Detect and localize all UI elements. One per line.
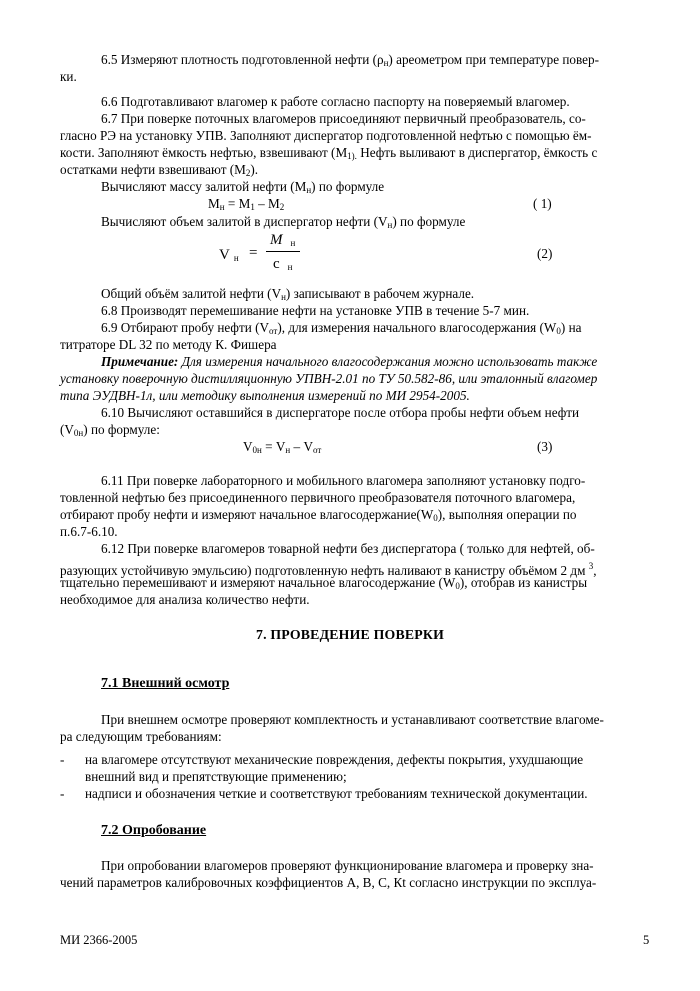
formula-2-lhs: Vн xyxy=(219,247,239,263)
para-7-1-line1: При внешнем осмотре проверяют комплектность и устанавливают соответствие влагоме- xyxy=(101,712,604,727)
note-line1: Примечание: Для измерения начального влагосодержания можно использовать также xyxy=(101,354,598,369)
list-item-1-line2: внешний вид и препятствующие применению; xyxy=(85,769,347,784)
formula-2-denominator: сн xyxy=(273,256,293,272)
bullet-marker-2: - xyxy=(60,786,65,801)
para-total-volume: Общий объём залитой нефти (Vн) записывают в рабочем журнале. xyxy=(101,286,475,302)
para-6-7-line2: гласно РЭ на установку УПВ. Заполняют диспергатор подготовленной нефтью с помощью ём- xyxy=(60,128,592,143)
para-6-11-line4: п.6.7-6.10. xyxy=(60,524,118,539)
formula-2-numerator: Mн xyxy=(270,232,296,248)
para-6-10-line1: 6.10 Вычисляют оставшийся в диспергаторе после отбора пробы нефти объем нефти xyxy=(101,405,580,420)
bullet-marker-1: - xyxy=(60,752,65,767)
list-item-1-line1: на влагомере отсутствуют механические повреждения, дефекты покрытия, ухудшающие xyxy=(85,752,584,767)
para-6-7-line4: остатками нефти взвешивают (М2). xyxy=(60,162,259,178)
note-line2: установку поверочную дистилляционную УПВН-2.01 по ТУ 50.582-86, или эталонный влагомер xyxy=(60,371,598,386)
formula-3-number: (3) xyxy=(537,439,553,454)
para-6-7-line1: 6.7 При поверке поточных влагомеров присоединяют первичный преобразователь, со- xyxy=(101,111,586,126)
para-6-12-line3: тщательно перемешивают и измеряют начальное влагосодержание (W0), отобрав из канистры xyxy=(60,575,588,591)
formula-3: V0н = Vн – Vот xyxy=(243,439,322,455)
section-7-heading: 7. ПРОВЕДЕНИЕ ПОВЕРКИ xyxy=(255,627,445,642)
formula-2-equals: = xyxy=(249,245,258,261)
footer-page-number: 5 xyxy=(643,933,650,947)
para-6-5-line2: ки. xyxy=(60,69,77,84)
para-6-10-line2: (V0н) по формуле: xyxy=(60,422,160,438)
para-6-9-line1: 6.9 Отбирают пробу нефти (Vот), для измерения начального влагосодержания (W0) на xyxy=(101,320,582,336)
formula-1: Мн = М1 – М2 xyxy=(208,196,285,212)
para-6-12-line1: 6.12 При поверке влагомеров товарной нефти без диспергатора ( только для нефтей, об- xyxy=(101,541,595,556)
formula-2-fraction-bar xyxy=(266,251,300,252)
para-7-2-line2: чений параметров калибровочных коэффициентов А, В, С, Кt согласно инструкции по эксплуа- xyxy=(60,875,597,890)
para-6-11-line3: отбирают пробу нефти и измеряют начальное влагосодержание(W0), выполняя операции по xyxy=(60,507,577,523)
formula-2-number: (2) xyxy=(537,246,553,261)
para-7-2-line1: При опробовании влагомеров проверяют функционирование влагомера и проверку зна- xyxy=(101,858,594,873)
para-6-8: 6.8 Производят перемешивание нефти на установке УПВ в течение 5-7 мин. xyxy=(101,303,530,318)
formula-1-number: ( 1) xyxy=(533,196,552,211)
footer-document-code: МИ 2366-2005 xyxy=(60,933,138,947)
subsection-7-2-heading: 7.2 Опробование xyxy=(101,823,207,838)
para-6-11-line2: товленной нефтью без присоединенного первичного преобразователя поточного влагомера, xyxy=(60,490,576,505)
para-6-6: 6.6 Подготавливают влагомер к работе согласно паспорту на поверяемый влагомер. xyxy=(101,94,570,109)
para-6-9-line2: титраторе DL 32 по методу К. Фишера xyxy=(60,337,277,352)
para-6-12-line4: необходимое для анализа количество нефти. xyxy=(60,592,310,607)
para-7-1-line2: ра следующим требованиям: xyxy=(60,729,222,744)
mass-formula-intro: Вычисляют массу залитой нефти (Мн) по формуле xyxy=(101,179,385,195)
list-item-2-line1: надписи и обозначения четкие и соответствуют требованиям технической документации. xyxy=(85,786,588,801)
para-6-12-line2: разующих устойчивую эмульсию) подготовленную нефть наливают в канистру объёмом 2 дм $^3$, xyxy=(60,561,597,578)
volume-formula-intro: Вычисляют объем залитой в диспергатор нефти (Vн) по формуле xyxy=(101,214,466,230)
note-label: Примечание: xyxy=(101,354,179,369)
para-6-11-line1: 6.11 При поверке лабораторного и мобильного влагомера заполняют установку подго- xyxy=(101,473,586,488)
para-6-7-line3: кости. Заполняют ёмкость нефтью, взвешивают (М1). Нефть выливают в диспергатор, ёмкость с xyxy=(60,145,598,161)
para-6-5-line1: 6.5 Измеряют плотность подготовленной нефти (ρн) ареометром при температуре повер- xyxy=(101,52,599,68)
note-line3: типа ЭУДВН-1л, или методику выполнения измерений по МИ 2954-2005. xyxy=(60,388,470,403)
subsection-7-1-heading: 7.1 Внешний осмотр xyxy=(101,676,230,691)
